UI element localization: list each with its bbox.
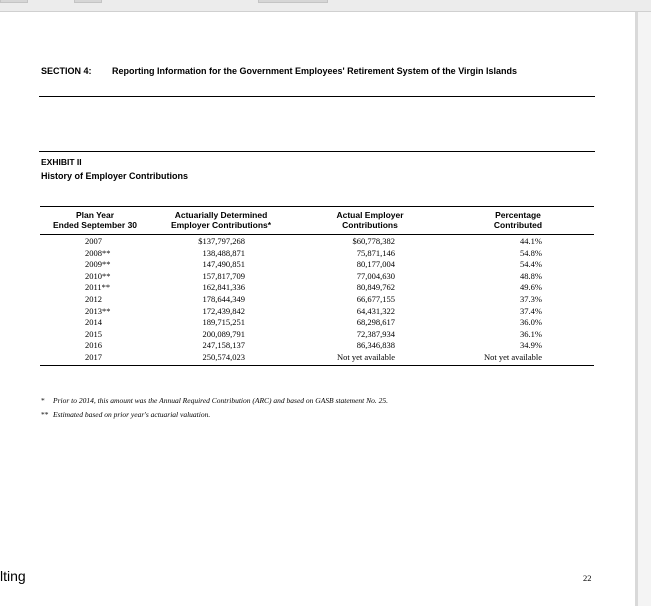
table-row <box>40 248 594 260</box>
cell-adc: $137,797,268 <box>198 236 245 246</box>
cell-adc: 250,574,023 <box>202 351 245 362</box>
header-percentage <box>478 210 558 230</box>
cell-plan-year: 2012 <box>85 293 102 304</box>
cell-plan-year: 2009** <box>85 259 111 270</box>
table-row <box>40 340 594 352</box>
cell-percentage: 36.0% <box>520 317 542 328</box>
page-number: 22 <box>583 573 592 583</box>
header-adc-line1: Actuarially Determined <box>174 210 268 220</box>
header-actual <box>320 210 420 230</box>
cell-plan-year: 2010** <box>85 270 111 281</box>
cell-percentage: 36.1% <box>520 328 542 339</box>
table-row <box>40 271 594 283</box>
right-gutter <box>638 12 651 606</box>
cell-adc: 172,439,842 <box>202 305 245 316</box>
cell-percentage: 37.3% <box>520 293 542 304</box>
adjacent-page-text: lting <box>0 568 26 584</box>
table-row <box>40 306 594 318</box>
cell-percentage: 54.8% <box>520 247 542 258</box>
cell-plan-year: 2013** <box>85 305 111 316</box>
cell-adc: 247,158,137 <box>202 340 245 351</box>
cell-plan-year: 2016 <box>85 340 102 351</box>
header-actual-line1: Actual Employer <box>336 210 404 220</box>
cell-actual: 72,387,934 <box>356 328 395 339</box>
contributions-table <box>40 206 594 366</box>
cell-adc: 189,715,251 <box>202 317 245 328</box>
table-row <box>40 317 594 329</box>
toolbar-tab-second[interactable] <box>74 0 102 3</box>
footnote-text: Prior to 2014, this amount was the Annual Required Contribution (ARC) and based on GASB statement No. 25. <box>53 396 388 405</box>
footnote-estimated <box>41 410 210 419</box>
header-plan-year-line2: Ended September 30 <box>52 220 138 230</box>
toolbar-tab-left[interactable] <box>0 0 28 3</box>
header-percentage-line2: Contributed <box>493 220 543 230</box>
table-header <box>40 206 594 235</box>
footnote-arc <box>41 396 388 405</box>
section-title-text: Reporting Information for the Government Employees' Retirement System of the Virgin Islands <box>112 66 518 76</box>
cell-plan-year: 2008** <box>85 247 111 258</box>
table-body <box>40 235 594 366</box>
header-plan-year-line1: Plan Year <box>75 210 115 220</box>
cell-adc: 178,644,349 <box>202 293 245 304</box>
cell-percentage: 44.1% <box>520 236 542 246</box>
cell-actual: 75,871,146 <box>356 247 395 258</box>
cell-percentage: 37.4% <box>520 305 542 316</box>
exhibit-top-rule <box>39 151 595 152</box>
table-row <box>40 236 594 248</box>
section-rule <box>39 96 595 97</box>
cell-actual: 77,004,630 <box>356 270 395 281</box>
header-actual-line2: Contributions <box>342 220 398 230</box>
exhibit-title: History of Employer Contributions <box>41 171 189 181</box>
section-heading <box>41 66 517 76</box>
cell-adc: 162,841,336 <box>202 282 245 293</box>
cell-percentage: Not yet available <box>483 351 542 362</box>
cell-plan-year: 2011** <box>85 282 111 293</box>
cell-percentage: 48.8% <box>520 270 542 281</box>
header-plan-year <box>40 210 150 230</box>
exhibit-label: EXHIBIT II <box>41 157 82 167</box>
section-label: SECTION 4: <box>41 66 92 76</box>
cell-actual: 80,849,762 <box>356 282 395 293</box>
footnote-marker: * <box>41 396 45 405</box>
cell-adc: 147,490,851 <box>202 259 245 270</box>
cell-actual: 86,346,838 <box>356 340 395 351</box>
cell-actual: 64,431,322 <box>356 305 395 316</box>
cell-actual: Not yet available <box>336 351 395 362</box>
cell-percentage: 54.4% <box>520 259 542 270</box>
table-row <box>40 352 594 364</box>
footnote-marker: ** <box>41 410 49 419</box>
table-row <box>40 259 594 271</box>
cell-actual: 66,677,155 <box>356 293 395 304</box>
cell-actual: 68,298,617 <box>356 317 395 328</box>
header-adc <box>158 210 284 230</box>
viewer-top-strip <box>0 0 651 12</box>
header-percentage-line1: Percentage <box>495 210 541 220</box>
cell-plan-year: 2015 <box>85 328 102 339</box>
header-adc-line2: Employer Contributions* <box>170 220 272 230</box>
cell-actual: $60,778,382 <box>352 236 395 246</box>
cell-actual: 80,177,004 <box>356 259 395 270</box>
footnote-text: Estimated based on prior year's actuarial valuation. <box>53 410 211 419</box>
table-row <box>40 282 594 294</box>
cell-percentage: 34.9% <box>520 340 542 351</box>
cell-plan-year: 2017 <box>85 351 102 362</box>
table-row <box>40 329 594 341</box>
cell-adc: 200,089,791 <box>202 328 245 339</box>
cell-plan-year: 2007 <box>85 236 102 246</box>
cell-adc: 138,488,871 <box>202 247 245 258</box>
cell-percentage: 49.6% <box>520 282 542 293</box>
table-row <box>40 294 594 306</box>
toolbar-tab-center[interactable] <box>258 0 328 3</box>
cell-plan-year: 2014 <box>85 317 102 328</box>
cell-adc: 157,817,709 <box>202 270 245 281</box>
